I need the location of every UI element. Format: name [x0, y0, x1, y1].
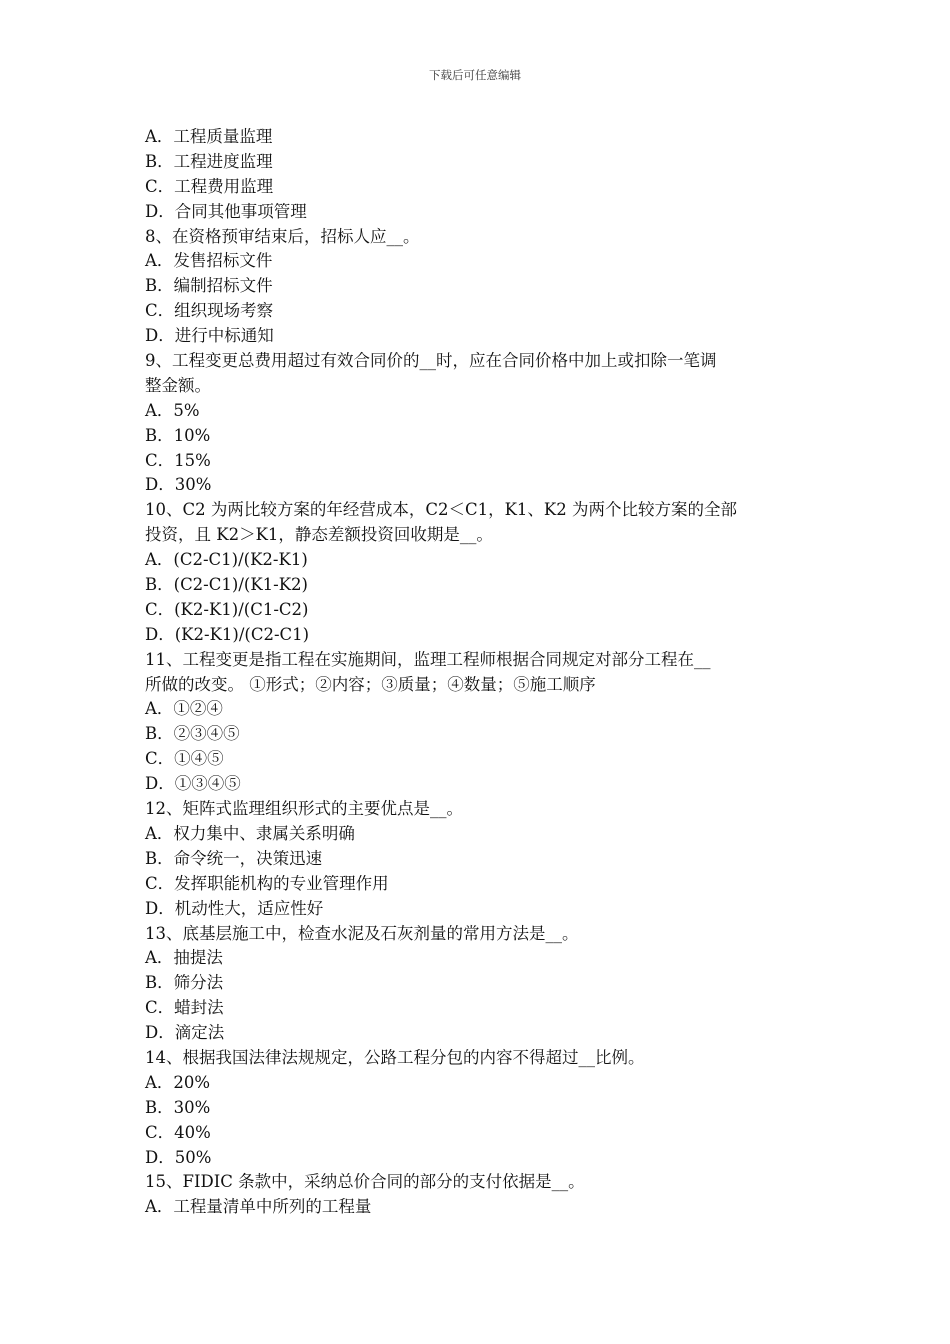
option-line: A．抽提法 [145, 948, 223, 968]
option-line: D．30% [145, 475, 212, 495]
question-line: 所做的改变。 ①形式；②内容；③质量；④数量；⑤施工顺序 [145, 674, 596, 694]
option-line: C．15% [145, 450, 211, 470]
option-line: A．20% [145, 1072, 211, 1092]
option-line: B．工程进度监理 [145, 151, 273, 171]
option-line: B．②③④⑤ [145, 724, 240, 744]
option-line: A．①②④ [145, 699, 223, 719]
option-line: B．(C2-C1)/(K1-K2) [145, 575, 308, 595]
option-line: D．(K2-K1)/(C2-C1) [145, 624, 310, 644]
option-line: A．权力集中、隶属关系明确 [145, 823, 355, 843]
option-line: C．发挥职能机构的专业管理作用 [145, 873, 389, 893]
question-line: 9、工程变更总费用超过有效合同价的__时，应在合同价格中加上或扣除一笔调 [145, 351, 717, 371]
option-line: C．(K2-K1)/(C1-C2) [145, 599, 309, 619]
option-line: C．工程费用监理 [145, 176, 274, 196]
option-line: D．机动性大，适应性好 [145, 898, 324, 918]
option-line: C．①④⑤ [145, 749, 224, 769]
option-line: B．命令统一，决策迅速 [145, 848, 323, 868]
option-line: D．①③④⑤ [145, 774, 241, 794]
option-line: C．蜡封法 [145, 998, 224, 1018]
option-line: A．工程质量监理 [145, 127, 273, 146]
option-line: B．30% [145, 1097, 211, 1117]
option-line: B．10% [145, 425, 211, 445]
question-line: 14、根据我国法律法规规定，公路工程分包的内容不得超过__比例。 [145, 1047, 645, 1067]
question-line: 12、矩阵式监理组织形式的主要优点是__。 [145, 799, 463, 819]
option-line: B．编制招标文件 [145, 276, 273, 296]
question-line: 13、底基层施工中，检查水泥及石灰剂量的常用方法是__。 [145, 923, 579, 943]
option-line: D．进行中标通知 [145, 326, 274, 346]
question-line: 11、工程变更是指工程在实施期间，监理工程师根据合同规定对部分工程在__ [145, 649, 711, 669]
question-line: 15、FIDIC 条款中，采纳总价合同的部分的支付依据是__。 [145, 1172, 585, 1192]
option-line: D．合同其他事项管理 [145, 201, 307, 221]
option-line: A．(C2-C1)/(K2-K1) [145, 550, 308, 570]
question-line: 投资，且 K2＞K1，静态差额投资回收期是__。 [145, 525, 493, 545]
option-line: D．50% [145, 1147, 212, 1167]
option-line: A．发售招标文件 [145, 251, 273, 271]
option-line: B．筛分法 [145, 973, 224, 993]
option-line: A．工程量清单中所列的工程量 [145, 1197, 372, 1217]
document-body [145, 125, 810, 1220]
option-line: D．滴定法 [145, 1023, 225, 1043]
option-line: C．40% [145, 1122, 211, 1142]
question-line: 8、在资格预审结束后，招标人应__。 [145, 226, 420, 246]
option-line: A．5% [145, 400, 200, 420]
option-line: C．组织现场考察 [145, 301, 274, 321]
question-line: 整金额。 [145, 375, 211, 395]
page-header: 下载后可任意编辑 [429, 68, 521, 82]
question-line: 10、C2 为两比较方案的年经营成本，C2＜C1，K1、K2 为两个比较方案的全部 [145, 500, 738, 520]
